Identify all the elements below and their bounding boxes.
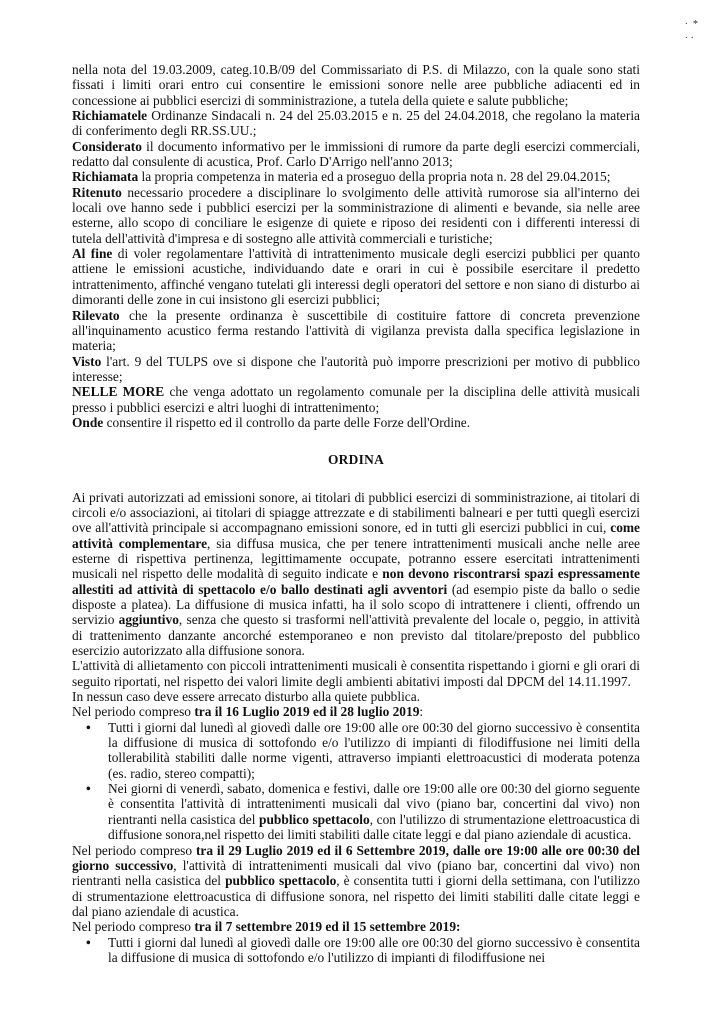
nessun-caso-paragraph: In nessun caso deve essere arrecato disturbo alla quiete pubblica. — [72, 689, 421, 705]
intro-section — [72, 62, 640, 430]
period-1-heading: Nel periodo compreso tra il 16 Luglio 2019 ed il 28 luglio 2019: — [72, 704, 424, 720]
intro-paragraph-6: Rilevato che la presente ordinanza è suscettibile di costituire fattore di concreta prevenzione all'inquinamento acustico ferma restando l'attività di vigilanza prevista dalla specifica legislazione in materia; — [72, 307, 640, 354]
intro-paragraph-7: Visto l'art. 9 del TULPS ove si dispone che l'autorità può imporre prescrizioni per motivo di pubblico interesse; — [72, 353, 640, 384]
ordina-paragraph: Ai privati autorizzati ad emissioni sonore, ai titolari di pubblici esercizi di somministrazione, ai titolari di circoli e/o associazioni, ai titolari di spiagge attrezzate e di stabilimenti balneari e per tutti queglì esercizi ove all'attività principale si accompagnano emissioni sonore, ed in tutti gli esercizi pubblici in cui, come attività complementare, sia diffusa musica, che per tenere intrattenimenti musicali anche nelle aree esterne di rispettiva pertinenza, legittimamente occupate, potranno essere esercitati intrattenimenti musicali nel rispetto delle modalità di seguito indicate e non devono riscontrarsi spazi espressamente allestiti ad attività di spettacolo e/o ballo destinati agli avventori (ad esempio piste da ballo o sedie disposte a platea). La diffusione di musica infatti, ha il solo scopo di intrattenere i clienti, offrendo un servizio aggiuntivo, senza che questo si trasformi nell'attività prevalente del locale o, peggio, in attività di trattenimento danzante ancorché estemporaneo e non previsto dal titolare/preposto del pubblico esercizio autorizzato alla diffusione sonora. — [72, 489, 641, 659]
section-title-ordina: ORDINA — [327, 452, 385, 468]
intro-paragraph-4: Ritenuto necessario procedere a disciplinare lo svolgimento delle attività rumorose sia all'interno dei locali ove hanno sede i pubblici esercizi per la somministrazione di alimenti e bevande, sia nelle aree esterne, allo scopo di conciliare le esigenze di quiete e riposo dei residenti con i differenti interessi di tutela dell'attività d'impresa e di sostegno alle attività commerciali e turistiche; — [72, 184, 640, 246]
bullet-icon: • — [86, 934, 91, 950]
document-page — [72, 62, 640, 965]
intro-paragraph-2: Considerato il documento informativo per le immissioni di rumore da parte degli esercizi commerciali, redatto dal consulente di acustica, Prof. Carlo D'Arrigo nell'anno 2013; — [72, 138, 640, 170]
list-item: • Tutti i giorni dal lunedì al giovedì dalle ore 19:00 alle ore 00:30 del giorno successivo è consentita la diffusione di musica di sottofondo e/o l'utilizzo di impianti di filodiffusione nei limiti della tollerabilità stabiliti dalle norme vigenti, attraverso impianti elettroacustici di moderata potenza (es. radio, stereo compatti); — [86, 719, 640, 781]
intro-paragraph-0: nella nota del 19.03.2009, categ.10.B/09 del Commissariato di P.S. di Milazzo, con la quale sono stati fissati i limiti orari entro cui consentire le emissioni sonore nelle aree pubbliche adiacenti ed in concessione ai pubblici esercizi di somministrazione, a tutela della quiete e salute pubbliche; — [72, 62, 640, 108]
intro-paragraph-3: Richiamata la propria competenza in materia ed a proseguo della propria nota n. 28 del 29.04.2015; — [72, 169, 611, 185]
period-2-paragraph: Nel periodo compreso tra il 29 Luglio 2019 ed il 6 Settembre 2019, dalle ore 19:00 alle ore 00:30 del giorno successivo, l'attività di intrattenimenti musicali dal vivo (piano bar, concertini dal vivo) non rientranti nella casistica del pubblico spettacolo, è consentita tutti i giorni della settimana, con l'utilizzo di strumentazione elettroacustica di diffusione sonora, nel rispetto dei limiti stabiliti dalle citate leggi e dal piano aziendale di acustica. — [72, 842, 641, 919]
allietamento-paragraph: L'attività di allietamento con piccoli intrattenimenti musicali è consentita rispettando i giorni e gli orari di seguito riportati, nel rispetto dei valori limite degli ambienti abitativi imposti dal DPCM del 14.11.1997. — [72, 658, 640, 689]
scan-artifact-marks: · * · · — [684, 19, 698, 44]
list-item: • Nei giorni di venerdì, sabato, domenica e festivi, dalle ore 19:00 alle ore 00:30 del giorno seguente è consentita l'attività di intrattenimenti musicali dal vivo (piano bar, concertini dal vivo) non rientranti nella casistica del pubblico spettacolo, con l'utilizzo di strumentazione elettroacustica di diffusione sonora,nel rispetto dei limiti stabiliti dalle citate leggi e dal piano aziendale di acustica. — [86, 781, 640, 843]
period-3-heading: Nel periodo compreso tra il 7 settembre 2019 ed il 15 settembre 2019: — [72, 919, 461, 935]
intro-paragraph-8: NELLE MORE che venga adottato un regolamento comunale per la disciplina delle attività musicali presso i pubblici esercizi e altri luoghi di intrattenimento; — [72, 384, 640, 415]
list-item: • Tutti i giorni dal lunedì al giovedì dalle ore 19:00 alle ore 00:30 del giorno successivo è consentita la diffusione di musica di sottofondo e/o l'utilizzo di impianti di filodiffusione nei — [86, 934, 640, 965]
intro-paragraph-1: Richiamatele Ordinanze Sindacali n. 24 del 25.03.2015 e n. 25 del 24.04.2018, che regolano la materia di conferimento degli RR.SS.UU.; — [72, 108, 640, 139]
period-1-list — [72, 720, 640, 843]
period-3-list — [72, 935, 640, 966]
bullet-icon: • — [86, 781, 91, 797]
bullet-icon: • — [86, 719, 91, 735]
intro-paragraph-5: Al fine di voler regolamentare l'attività di intrattenimento musicale degli esercizi pubblici per quanto attiene le emissioni acustiche, individuando date e orari in cui è possibile esercitare il predetto intrattenimento, affinché vengano tutelati gli interessi degli operatori del settore e non siano di disturbo ai dimoranti delle zone in cui insistono gli esercizi pubblici; — [72, 246, 640, 308]
intro-paragraph-9: Onde consentire il rispetto ed il controllo da parte delle Forze dell'Ordine. — [72, 414, 471, 430]
